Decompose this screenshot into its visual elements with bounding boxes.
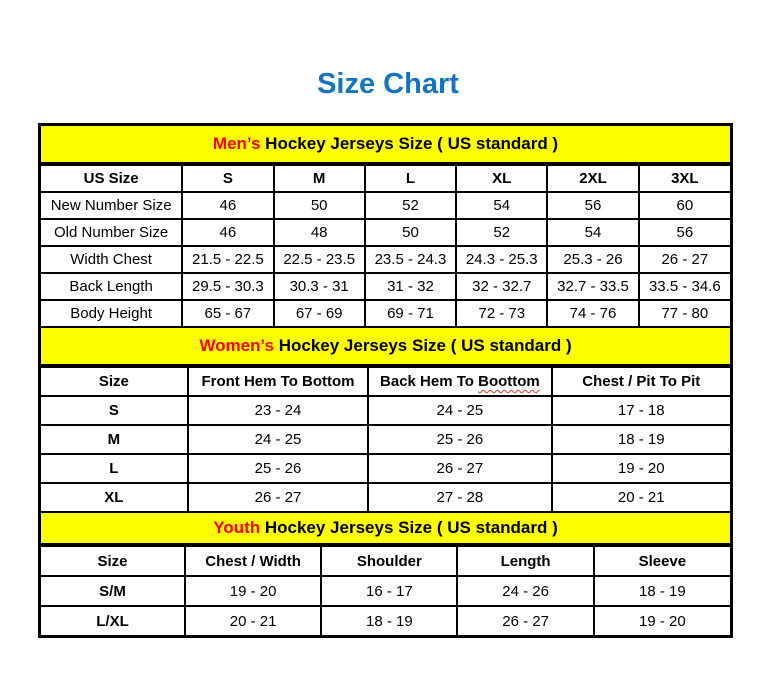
womens-size-table — [41, 366, 730, 511]
table-row — [41, 273, 730, 300]
womens-section-title: Hockey Jerseys Size ( US standard ) — [273, 336, 572, 355]
misspelled-word: Boottom — [478, 373, 540, 390]
row-label: S/M — [41, 576, 185, 606]
table-cell: 56 — [547, 192, 638, 219]
womens-section-prefix: Women’s — [199, 336, 274, 355]
table-cell: 72 - 73 — [456, 300, 547, 326]
table-cell: 30.3 - 31 — [274, 273, 365, 300]
row-label: M — [41, 425, 188, 454]
mens-size-table — [41, 164, 730, 326]
table-row — [41, 246, 730, 273]
column-header: US Size — [41, 165, 182, 192]
table-row — [41, 396, 730, 425]
mens-section-title: Hockey Jerseys Size ( US standard ) — [260, 134, 559, 153]
table-cell: 26 - 27 — [457, 606, 593, 635]
table-cell: 23.5 - 24.3 — [365, 246, 456, 273]
table-cell: 25.3 - 26 — [547, 246, 638, 273]
row-label: Old Number Size — [41, 219, 182, 246]
table-cell: 18 - 19 — [321, 606, 457, 635]
table-cell: 52 — [456, 219, 547, 246]
row-label: Body Height — [41, 300, 182, 326]
table-cell: 50 — [274, 192, 365, 219]
table-cell: 29.5 - 30.3 — [182, 273, 273, 300]
column-header: L — [365, 165, 456, 192]
table-cell: 52 — [365, 192, 456, 219]
column-header: Chest / Width — [185, 546, 321, 576]
row-label: Back Length — [41, 273, 182, 300]
column-header: Shoulder — [321, 546, 457, 576]
youth-section-prefix: Youth — [213, 518, 261, 537]
column-header: Size — [41, 546, 185, 576]
table-cell: 25 - 26 — [188, 454, 369, 483]
table-cell: 18 - 19 — [594, 576, 730, 606]
table-cell: 21.5 - 22.5 — [182, 246, 273, 273]
column-header: 3XL — [639, 165, 730, 192]
table-cell: 32.7 - 33.5 — [547, 273, 638, 300]
table-cell: 22.5 - 23.5 — [274, 246, 365, 273]
column-header: Sleeve — [594, 546, 730, 576]
table-cell: 24 - 25 — [188, 425, 369, 454]
youth-header-row — [41, 546, 730, 576]
table-cell: 54 — [456, 192, 547, 219]
column-header: Length — [457, 546, 593, 576]
table-cell: 67 - 69 — [274, 300, 365, 326]
table-cell: 46 — [182, 192, 273, 219]
table-cell: 48 — [274, 219, 365, 246]
page-title: Size Chart — [317, 68, 459, 100]
table-cell: 69 - 71 — [365, 300, 456, 326]
table-row — [41, 606, 730, 635]
table-cell: 27 - 28 — [368, 483, 551, 511]
table-cell: 26 - 27 — [368, 454, 551, 483]
table-row — [41, 219, 730, 246]
row-label: New Number Size — [41, 192, 182, 219]
table-row — [41, 576, 730, 606]
column-header: Chest / Pit To Pit — [552, 367, 730, 396]
row-label: L — [41, 454, 188, 483]
column-header: XL — [456, 165, 547, 192]
table-row — [41, 300, 730, 326]
table-cell: 24 - 26 — [457, 576, 593, 606]
table-cell: 20 - 21 — [552, 483, 730, 511]
table-cell: 23 - 24 — [188, 396, 369, 425]
table-cell: 19 - 20 — [185, 576, 321, 606]
row-label: XL — [41, 483, 188, 511]
table-row — [41, 483, 730, 511]
column-header: Front Hem To Bottom — [188, 367, 369, 396]
table-row — [41, 454, 730, 483]
mens-section-prefix: Men’s — [212, 134, 261, 153]
mens-section-header — [41, 126, 730, 164]
table-cell: 74 - 76 — [547, 300, 638, 326]
mens-header-row — [41, 165, 730, 192]
table-cell: 46 — [182, 219, 273, 246]
table-cell: 25 - 26 — [368, 425, 551, 454]
table-cell: 24.3 - 25.3 — [456, 246, 547, 273]
column-header: Back Hem To Boottom — [368, 367, 551, 396]
row-label: S — [41, 396, 188, 425]
table-cell: 60 — [639, 192, 730, 219]
youth-section-header — [41, 511, 730, 545]
column-header: M — [274, 165, 365, 192]
column-header: S — [182, 165, 273, 192]
table-cell: 26 - 27 — [639, 246, 730, 273]
column-header: 2XL — [547, 165, 638, 192]
table-cell: 65 - 67 — [182, 300, 273, 326]
table-cell: 19 - 20 — [552, 454, 730, 483]
column-header: Size — [41, 367, 188, 396]
table-cell: 32 - 32.7 — [456, 273, 547, 300]
table-cell: 26 - 27 — [188, 483, 369, 511]
table-row — [41, 192, 730, 219]
table-cell: 54 — [547, 219, 638, 246]
table-cell: 20 - 21 — [185, 606, 321, 635]
womens-section-header — [41, 326, 730, 366]
table-cell: 31 - 32 — [365, 273, 456, 300]
row-label: L/XL — [41, 606, 185, 635]
table-cell: 16 - 17 — [321, 576, 457, 606]
table-cell: 18 - 19 — [552, 425, 730, 454]
table-cell: 33.5 - 34.6 — [639, 273, 730, 300]
size-chart — [38, 123, 733, 638]
youth-section-title: Hockey Jerseys Size ( US standard ) — [260, 518, 558, 537]
table-cell: 19 - 20 — [594, 606, 730, 635]
table-cell: 77 - 80 — [639, 300, 730, 326]
youth-size-table — [41, 545, 730, 635]
row-label: Width Chest — [41, 246, 182, 273]
table-row — [41, 425, 730, 454]
table-cell: 24 - 25 — [368, 396, 551, 425]
table-cell: 17 - 18 — [552, 396, 730, 425]
table-cell: 50 — [365, 219, 456, 246]
womens-header-row — [41, 367, 730, 396]
table-cell: 56 — [639, 219, 730, 246]
